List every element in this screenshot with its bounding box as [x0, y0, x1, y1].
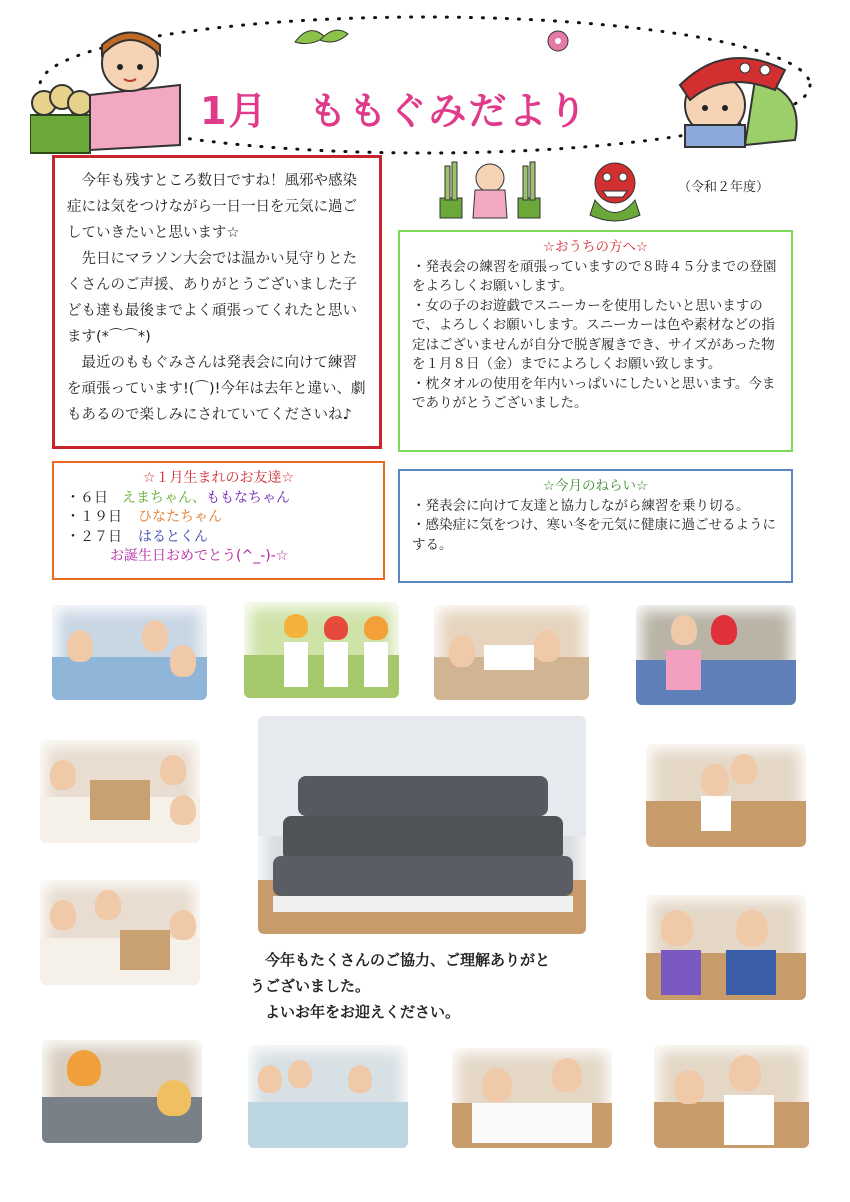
- class-photo: [636, 605, 796, 705]
- closing-line: よいお年をお迎えください。: [250, 1003, 461, 1021]
- title-name: ももぐみだより: [308, 89, 589, 133]
- birthday-name: はるとくん: [138, 528, 208, 545]
- class-photo: [452, 1048, 612, 1148]
- monthly-aims-heading: ☆今月のねらい☆: [542, 478, 649, 494]
- birthday-name: えまちゃん: [122, 489, 192, 506]
- home-notice-item: ・枕タオルの使用を年内いっぱいにしたいと思います。今までありがとうございました。: [412, 375, 776, 411]
- monthly-aims-item: ・発表会に向けて友達と協力しながら練習を乗り切る。: [412, 497, 750, 514]
- closing-line: 今年もたくさんのご協力、ご理解ありがと: [250, 951, 551, 969]
- closing-message: [250, 947, 610, 1025]
- class-photo: [646, 895, 806, 1000]
- kimono-girl-illustration: [30, 25, 190, 155]
- class-photo: [434, 605, 589, 700]
- birthday-heading: ☆１月生まれのお友達☆: [142, 470, 295, 486]
- home-notice-heading: ☆おうちの方へ☆: [542, 239, 649, 255]
- birthday-box: [52, 461, 385, 580]
- birthday-entry: [66, 508, 371, 528]
- birthday-name: ももなちゃん: [206, 489, 290, 506]
- closing-line: うございました。: [250, 977, 371, 995]
- home-notice-box: [398, 230, 793, 452]
- class-photo: [244, 602, 399, 698]
- greeting-paragraph: 今年も残すところ数日ですね！風邪や感染症には気をつけながら一日一日を元気に過ごしていきたいと思います☆: [67, 173, 357, 241]
- lion-dance-boy-illustration: [655, 40, 815, 150]
- plum-flower-icon: [538, 28, 578, 54]
- class-photo: [52, 605, 207, 700]
- class-photo: [248, 1045, 408, 1148]
- group-class-photo: [258, 716, 586, 934]
- era-note: （令和２年度）: [678, 180, 770, 195]
- greeting-box: [52, 155, 382, 449]
- home-notice-item: ・女の子のお遊戯でスニーカーを使用したいと思いますので、よろしくお願いします。スニーカーは色や素材などの指定はございませんが自分で脱ぎ履きでき、サイズがあった物を１月８日（金）までによろしくお願い致します。: [412, 297, 775, 372]
- birthday-day: ・２７日: [66, 528, 122, 545]
- leaf-icon: [290, 22, 350, 52]
- birthday-entry: [66, 489, 371, 509]
- title-month: 1月: [200, 89, 269, 133]
- monthly-aims-box: [398, 469, 793, 583]
- kadomatsu-girl-illustration: [435, 158, 545, 220]
- monthly-aims-item: ・感染症に気をつけ、寒い冬を元気に健康に過ごせるようにする。: [412, 517, 776, 553]
- home-notice-item: ・発表会の練習を頑張っていますので８時４５分までの登園をよろしくお願いします。: [412, 258, 777, 294]
- birthday-day: ・１９日: [66, 509, 122, 525]
- birthday-entry: [66, 528, 371, 548]
- class-photo: [654, 1045, 809, 1148]
- birthday-separator: 、: [192, 489, 206, 506]
- birthday-message: お誕生日おめでとう(^_-)-☆: [110, 548, 289, 564]
- birthday-name: ひなたちゃん: [138, 509, 222, 525]
- class-photo: [40, 880, 200, 985]
- class-photo: [40, 740, 200, 843]
- class-photo: [42, 1040, 202, 1143]
- lion-mask-illustration: [585, 155, 645, 225]
- birthday-day: ・６日: [66, 489, 108, 506]
- greeting-paragraph: 最近のももぐみさんは発表会に向けて練習を頑張っています!(⌒)!今年は去年と違い、劇もあるので楽しみにされていてくださいね♪: [67, 355, 366, 423]
- class-photo: [646, 744, 806, 847]
- newsletter-title: [200, 80, 588, 135]
- greeting-paragraph: 先日にマラソン大会では温かい見守りとたくさんのご声援、ありがとうございました子ども達も最後までよく頑張ってくれたと思います(*⌒⌒*): [67, 251, 357, 345]
